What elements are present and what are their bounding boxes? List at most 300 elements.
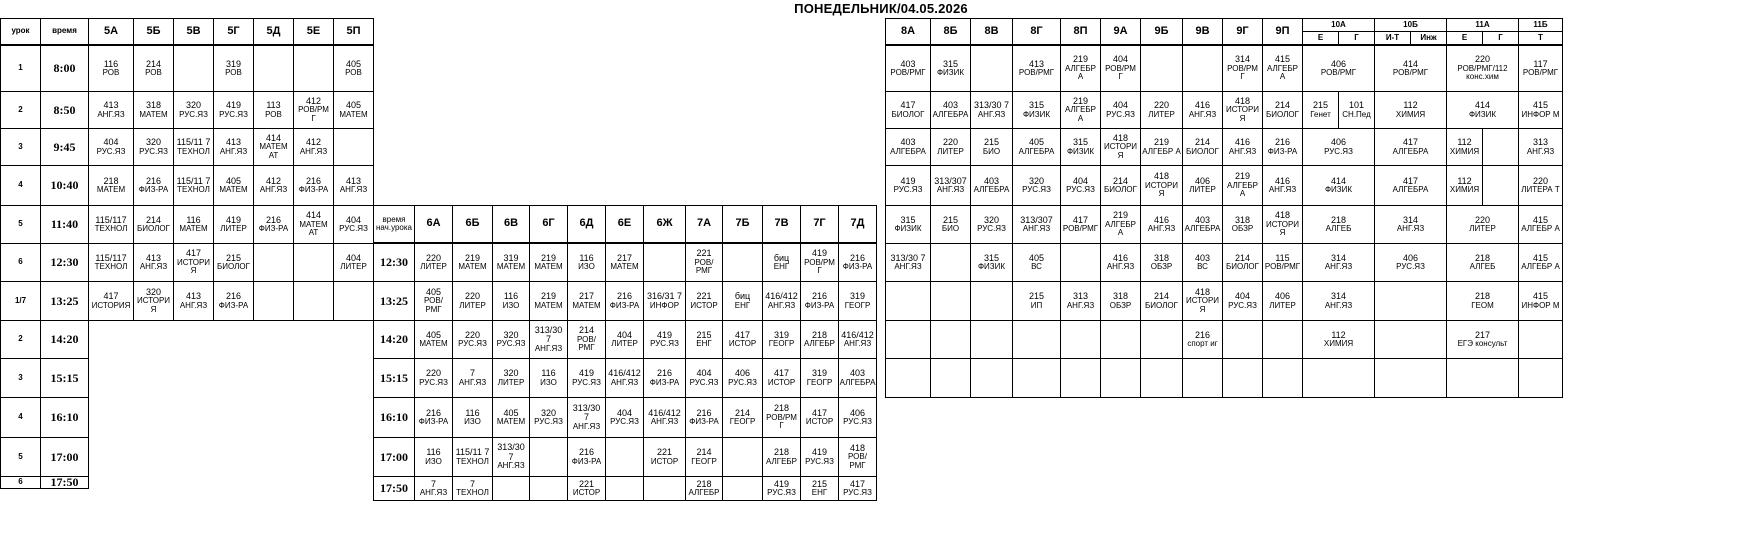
right-cell-4-7-text: АЛГЕБРА <box>1184 224 1221 234</box>
left-cell-5-3-text: 215 <box>225 252 242 263</box>
right-cell-3-4-text: РУС.ЯЗ <box>1066 185 1095 195</box>
mid-cell-1-5-text: 216 <box>616 291 633 302</box>
right-cell-6-8-text: РУС.ЯЗ <box>1228 300 1257 310</box>
right-10a-8 <box>1302 358 1375 398</box>
right-sub-header-6-text: Т <box>1538 32 1543 42</box>
left-cell-2-4-text: МАТЕМ АТ <box>259 142 288 160</box>
right-10b-1-text: ХИМИЯ <box>1395 109 1426 119</box>
left-header-0-text: урок <box>11 26 30 36</box>
right-header-6-text: 9Б <box>1154 24 1169 37</box>
mid-cell-0-4 <box>567 243 606 282</box>
right-11a-0-text: 220 <box>1474 54 1491 65</box>
left-cell-2-1 <box>133 128 174 166</box>
mid-header-9-text: 7В <box>774 217 789 230</box>
mid-cell-4-9 <box>762 397 801 438</box>
right-cell-0-6 <box>1140 45 1183 92</box>
left-cell-5-6-text: ЛИТЕР <box>340 262 367 272</box>
left-cell-0-3 <box>213 45 254 92</box>
mid-cell-6-1 <box>452 476 493 501</box>
right-10b-8 <box>1374 358 1447 398</box>
left-cell-3-6 <box>333 165 374 206</box>
right-cell-2-5-text: ИСТОРИ Я <box>1103 142 1138 160</box>
right-cell-6-3 <box>1012 281 1061 321</box>
mid-header-1 <box>452 205 493 243</box>
mid-cell-1-1 <box>452 281 493 321</box>
right-11a-5-text: АЛГЕБ <box>1469 262 1496 272</box>
right-10a-4-text: 218 <box>1330 214 1347 225</box>
mid-cell-5-8 <box>722 437 763 477</box>
right-cell-4-1-text: БИО <box>941 224 960 234</box>
right-10a-e-1 <box>1302 91 1339 129</box>
mid-cell-4-5-text: РУС.ЯЗ <box>610 417 639 427</box>
right-10a-5 <box>1302 243 1375 282</box>
mid-cell-4-9-text: РОВ/РМ Г <box>766 412 797 431</box>
right-10b-4-text: 314 <box>1402 214 1419 225</box>
right-sub-header-1 <box>1338 31 1375 45</box>
right-cell-4-0 <box>885 205 931 244</box>
left-cell-5-0-text: ТЕХНОЛ <box>94 262 128 272</box>
right-cell-5-3-text: 405 <box>1028 252 1045 263</box>
right-group-header-2-text: 11А <box>1475 19 1490 29</box>
mid-cell-1-8-text: ЕНГ <box>734 300 751 310</box>
right-header-9-text: 9П <box>1275 24 1290 37</box>
mid-header-10-text: 7Г <box>813 217 826 230</box>
mid-cell-6-6 <box>643 476 686 501</box>
left-time-3-text: 10:40 <box>50 178 79 193</box>
mid-cell-3-7-text: РУС.ЯЗ <box>689 377 719 387</box>
mid-cell-4-8-text: 214 <box>734 407 751 418</box>
right-cell-5-9-text: 115 <box>1275 252 1290 263</box>
left-cell-4-2-text: МАТЕМ <box>179 224 208 234</box>
mid-cell-5-9-text: АЛГЕБР <box>765 456 797 466</box>
mid-cell-2-1-text: РУС.ЯЗ <box>458 339 487 349</box>
left-cell-3-2-text: 115/11 7 <box>176 175 211 186</box>
mid-cell-5-11-text: РОВ/РМГ <box>848 452 867 470</box>
mid-cell-0-2-text: МАТЕМ <box>496 262 526 272</box>
left-cell-4-6-text: РУС.ЯЗ <box>339 224 368 234</box>
left-time-5-text: 12:30 <box>50 255 79 270</box>
right-cell-2-4-text: ФИЗИК <box>1066 146 1095 156</box>
right-cell-3-1-text: АНГ.ЯЗ <box>936 185 965 195</box>
left-cell-5-6 <box>333 243 374 282</box>
mid-cell-2-4-text: РОВ/РМГ <box>577 334 596 353</box>
right-sub-header-0-text: Е <box>1317 32 1324 42</box>
mid-cell-0-11-text: 216 <box>849 252 866 263</box>
right-cell-8-7 <box>1182 358 1223 398</box>
right-cell-2-5 <box>1100 128 1141 166</box>
mid-cell-2-11 <box>838 320 877 359</box>
right-10b-1 <box>1374 91 1447 129</box>
right-cell-6-4-text: АНГ.ЯЗ <box>1066 300 1095 310</box>
right-header-1-text: 8Б <box>943 24 958 37</box>
right-cell-3-5 <box>1100 165 1141 206</box>
left-cell-1-1 <box>133 91 174 129</box>
mid-header-8 <box>722 205 763 243</box>
left-cell-4-3-text: 419 <box>225 214 242 225</box>
right-cell-4-7 <box>1182 205 1223 244</box>
right-10b-0-text: РОВ/РМГ <box>1392 68 1429 78</box>
right-cell-0-4-text: АЛГЕБР А <box>1064 63 1096 82</box>
right-cell-4-6-text: АНГ.ЯЗ <box>1147 224 1176 234</box>
right-cell-7-7 <box>1182 320 1223 359</box>
right-cell-4-3 <box>1012 205 1061 244</box>
left-lesson-4-text: 5 <box>18 219 23 229</box>
left-time-7-text: 14:20 <box>50 332 79 347</box>
right-cell-3-0-text: 419 <box>900 175 916 186</box>
right-cell-2-8-text: 416 <box>1234 137 1251 148</box>
mid-cell-3-10 <box>800 358 839 398</box>
mid-cell-0-4-text: 116 <box>579 252 594 263</box>
left-cell-0-5 <box>293 45 334 92</box>
left-cell-3-0 <box>88 165 134 206</box>
left-cell-2-1-text: РУС.ЯЗ <box>139 146 168 156</box>
mid-cell-1-7-text: 221 <box>696 291 712 302</box>
right-cell-4-8 <box>1222 205 1263 244</box>
left-cell-6-0-text: ИСТОРИЯ <box>91 300 131 310</box>
right-cell-1-8-text: ИСТОРИ Я <box>1225 105 1260 123</box>
mid-cell-2-4 <box>567 320 606 359</box>
right-cell-3-9-text: 416 <box>1274 175 1291 186</box>
mid-cell-2-5-text: 404 <box>616 329 633 340</box>
mid-cell-5-10-text: РУС.ЯЗ <box>805 456 834 466</box>
left-cell-3-2 <box>173 165 214 206</box>
left-lesson-2 <box>0 128 41 166</box>
left-cell-4-4 <box>253 205 294 244</box>
right-cell-6-1 <box>930 281 971 321</box>
right-cell-5-7-text: 403 <box>1194 252 1211 263</box>
left-cell-2-3-text: 413 <box>225 137 242 148</box>
mid-cell-2-4-text: 214 <box>578 325 595 336</box>
mid-cell-5-9-text: 218 <box>773 447 790 458</box>
mid-cell-2-7 <box>685 320 723 359</box>
right-11b-4-text: 415 <box>1532 214 1549 225</box>
left-lesson-8-text: 3 <box>18 372 23 382</box>
mid-cell-6-0 <box>414 476 453 501</box>
right-11a-5-text: 218 <box>1474 252 1491 263</box>
left-header-7-text: 5Е <box>306 24 321 37</box>
right-sub-header-5 <box>1482 31 1519 45</box>
mid-cell-5-10-text: 419 <box>811 447 828 458</box>
left-lesson-9-text: 4 <box>18 412 23 422</box>
right-cell-5-0-text: 313/30 7 <box>890 252 926 263</box>
right-11b-0 <box>1518 45 1563 92</box>
mid-header-2 <box>492 205 530 243</box>
right-cell-3-6-text: ИСТОРИ Я <box>1144 180 1179 199</box>
left-cell-6-3-text: ФИЗ-РА <box>218 300 249 310</box>
right-10a-5-text: АНГ.ЯЗ <box>1324 262 1353 272</box>
mid-cell-4-2-text: МАТЕМ <box>496 417 526 427</box>
right-header-9 <box>1262 18 1303 45</box>
mid-cell-4-1 <box>452 397 493 438</box>
right-sub-header-1-text: Г <box>1354 32 1359 42</box>
mid-time-6 <box>373 476 415 501</box>
left-cell-4-1 <box>133 205 174 244</box>
left-lesson-8 <box>0 358 41 398</box>
mid-cell-2-3-text: АНГ.ЯЗ <box>534 343 563 353</box>
left-cell-2-5-text: АНГ.ЯЗ <box>299 146 328 156</box>
right-cell-5-5-text: 416 <box>1112 252 1129 263</box>
mid-cell-3-0-text: РУС.ЯЗ <box>419 377 448 387</box>
mid-time-4-text: 16:10 <box>380 410 408 425</box>
mid-cell-1-9-text: 416/412 <box>765 291 798 302</box>
right-cell-1-9-text: БИОЛОГ <box>1266 109 1299 119</box>
right-cell-2-8-text: АНГ.ЯЗ <box>1228 146 1257 156</box>
right-group-header-2 <box>1446 18 1519 32</box>
mid-cell-4-4-text: АНГ.ЯЗ <box>572 421 601 431</box>
left-header-1 <box>40 18 89 45</box>
left-cell-0-0-text: 116 <box>103 58 119 69</box>
mid-cell-3-1 <box>452 358 493 398</box>
left-cell-2-4 <box>253 128 294 166</box>
right-header-8-text: 9Г <box>1236 24 1249 37</box>
right-cell-3-8-text: 219 <box>1234 171 1251 182</box>
left-cell-4-5 <box>293 205 334 244</box>
right-sub-header-3 <box>1410 31 1447 45</box>
mid-cell-3-9-text: 417 <box>773 368 790 379</box>
right-cell-5-2-text: 315 <box>983 252 1000 263</box>
right-10b-5-text: РУС.ЯЗ <box>1396 262 1425 272</box>
left-lesson-4 <box>0 205 41 244</box>
mid-cell-6-2 <box>492 476 530 501</box>
mid-cell-5-4 <box>567 437 606 477</box>
left-cell-6-2-text: АНГ.ЯЗ <box>179 300 208 310</box>
left-cell-6-1-text: 320 <box>145 286 162 297</box>
right-cell-1-4-text: 219 <box>1072 95 1089 106</box>
right-cell-1-3-text: 315 <box>1028 100 1045 111</box>
mid-time-1-text: 13:25 <box>380 293 408 308</box>
right-cell-8-3 <box>1012 358 1061 398</box>
right-cell-7-7-text: спорт иг <box>1187 339 1218 349</box>
right-11a-4-text: 220 <box>1474 214 1491 225</box>
mid-cell-4-6 <box>643 397 686 438</box>
left-cell-1-1-text: 318 <box>145 100 162 111</box>
right-cell-3-8-text: АЛГЕБР А <box>1226 180 1258 199</box>
mid-cell-1-6-text: 316/31 7 <box>646 291 683 302</box>
mid-cell-6-11-text: РУС.ЯЗ <box>843 488 872 498</box>
right-header-2-text: 8В <box>984 24 999 37</box>
mid-cell-0-2 <box>492 243 530 282</box>
right-10b-6 <box>1374 281 1447 321</box>
left-cell-3-5 <box>293 165 334 206</box>
right-10a-3-text: ФИЗИК <box>1324 185 1353 195</box>
right-cell-4-6 <box>1140 205 1183 244</box>
right-cell-0-1-text: 315 <box>942 58 959 69</box>
right-cell-2-3-text: АЛГЕБРА <box>1018 146 1055 156</box>
right-cell-0-0 <box>885 45 931 92</box>
right-sub-header-4 <box>1446 31 1483 45</box>
left-cell-1-5-text: 412 <box>305 95 322 106</box>
right-sub-header-2 <box>1374 31 1411 45</box>
mid-cell-6-9-text: РУС.ЯЗ <box>767 488 796 498</box>
left-time-6-text: 13:25 <box>50 293 79 308</box>
right-cell-7-9 <box>1262 320 1303 359</box>
left-cell-5-3 <box>213 243 254 282</box>
mid-cell-0-7 <box>685 243 723 282</box>
right-cell-5-8 <box>1222 243 1263 282</box>
mid-cell-0-0-text: 220 <box>425 252 442 263</box>
mid-header-6 <box>643 205 686 243</box>
right-cell-1-0 <box>885 91 931 129</box>
right-cell-3-6-text: 418 <box>1153 171 1170 182</box>
mid-cell-4-0-text: ФИЗ-РА <box>418 417 449 427</box>
mid-cell-3-7-text: 404 <box>696 368 712 379</box>
right-cell-8-0 <box>885 358 931 398</box>
left-cell-4-3-text: ЛИТЕР <box>220 224 247 234</box>
right-10b-0 <box>1374 45 1447 92</box>
right-cell-6-6-text: 214 <box>1153 291 1170 302</box>
right-cell-0-9 <box>1262 45 1303 92</box>
right-cell-5-0 <box>885 243 931 282</box>
left-lesson-7 <box>0 320 41 359</box>
mid-cell-1-2 <box>492 281 530 321</box>
left-time-3 <box>40 165 89 206</box>
right-11b-2-text: АНГ.ЯЗ <box>1526 146 1555 156</box>
right-cell-6-7 <box>1182 281 1223 321</box>
left-time-7 <box>40 320 89 359</box>
mid-cell-2-6 <box>643 320 686 359</box>
right-cell-2-4-text: 315 <box>1072 137 1089 148</box>
mid-cell-2-6-text: 419 <box>656 329 673 340</box>
left-header-8 <box>333 18 374 45</box>
right-cell-2-2-text: БИО <box>982 146 1001 156</box>
mid-cell-2-3 <box>529 320 568 359</box>
left-time-11-text: 17:50 <box>50 476 79 489</box>
mid-cell-0-10 <box>800 243 839 282</box>
right-cell-3-2-text: АЛГЕБРА <box>973 185 1010 195</box>
right-cell-5-6-text: 318 <box>1153 252 1170 263</box>
right-cell-4-1 <box>930 205 971 244</box>
right-11b-3 <box>1518 165 1563 206</box>
left-cell-2-2 <box>173 128 214 166</box>
right-10b-2-text: АЛГЕБРА <box>1392 146 1429 156</box>
mid-cell-2-11-text: АНГ.ЯЗ <box>843 339 872 349</box>
mid-cell-1-7 <box>685 281 723 321</box>
mid-cell-6-4 <box>567 476 606 501</box>
mid-cell-6-7-text: АЛГЕБР <box>688 488 720 498</box>
mid-cell-1-1-text: 220 <box>464 291 481 302</box>
right-cell-4-5-text: 219 <box>1112 210 1129 221</box>
mid-cell-2-9 <box>762 320 801 359</box>
mid-cell-4-4 <box>567 397 606 438</box>
left-cell-6-2-text: 413 <box>185 291 202 302</box>
mid-cell-1-3-text: МАТЕМ <box>534 300 563 310</box>
right-header-4-text: 8П <box>1073 24 1088 37</box>
left-cell-4-2-text: 116 <box>186 214 201 225</box>
right-cell-7-6 <box>1140 320 1183 359</box>
left-cell-3-4-text: АНГ.ЯЗ <box>259 185 288 195</box>
right-10a-g-1-text: 101 <box>1348 100 1365 111</box>
mid-cell-4-0 <box>414 397 453 438</box>
right-11a-g-2 <box>1482 128 1519 166</box>
left-cell-4-1-text: БИОЛОГ <box>137 224 170 234</box>
mid-cell-5-3 <box>529 437 568 477</box>
right-cell-6-4 <box>1060 281 1101 321</box>
right-cell-2-2 <box>970 128 1013 166</box>
mid-cell-1-6 <box>643 281 686 321</box>
right-sub-header-5-text: Г <box>1498 32 1503 42</box>
mid-cell-0-6 <box>643 243 686 282</box>
left-cell-3-1 <box>133 165 174 206</box>
mid-time-4 <box>373 397 415 438</box>
right-11a-4-text: ЛИТЕР <box>1469 224 1496 234</box>
left-time-8-text: 15:15 <box>50 370 79 385</box>
right-cell-2-3 <box>1012 128 1061 166</box>
right-cell-0-4-text: 219 <box>1072 54 1089 65</box>
right-10b-5 <box>1374 243 1447 282</box>
left-cell-2-0-text: РУС.ЯЗ <box>96 146 126 156</box>
right-11b-6 <box>1518 281 1563 321</box>
left-time-8 <box>40 358 89 398</box>
left-header-3 <box>133 18 174 45</box>
mid-cell-1-3 <box>529 281 568 321</box>
right-11b-4 <box>1518 205 1563 244</box>
right-10a-g-1-text: СН.Пед <box>1342 109 1371 119</box>
mid-cell-6-10-text: 215 <box>811 478 828 489</box>
left-cell-3-3-text: МАТЕМ <box>219 185 248 195</box>
mid-time-1 <box>373 281 415 321</box>
right-cell-5-1 <box>930 243 971 282</box>
left-cell-0-1-text: 214 <box>145 58 162 69</box>
mid-cell-2-2 <box>492 320 530 359</box>
left-cell-2-0-text: 404 <box>103 137 119 148</box>
left-lesson-10 <box>0 437 41 477</box>
right-cell-6-3-text: ИП <box>1030 300 1043 310</box>
mid-cell-2-5-text: ЛИТЕР <box>611 339 638 349</box>
right-sub-header-3-text: Инж <box>1420 32 1437 42</box>
right-cell-5-4 <box>1060 243 1101 282</box>
right-10a-2-text: 406 <box>1330 137 1347 148</box>
mid-cell-2-8 <box>722 320 763 359</box>
right-cell-3-3 <box>1012 165 1061 206</box>
mid-cell-3-9 <box>762 358 801 398</box>
right-10a-3-text: 414 <box>1330 175 1347 186</box>
left-cell-4-5-text: МАТЕМ АТ <box>299 219 328 238</box>
right-cell-6-5 <box>1100 281 1141 321</box>
right-cell-3-9-text: АНГ.ЯЗ <box>1268 185 1297 195</box>
left-cell-3-0-text: 218 <box>103 175 119 186</box>
right-11a-e-3-text: 112 <box>1457 175 1472 186</box>
right-cell-5-0-text: АНГ.ЯЗ <box>894 262 922 272</box>
left-cell-5-0 <box>88 243 134 282</box>
right-11b-3-text: ЛИТЕРА Т <box>1521 185 1560 195</box>
right-cell-1-5-text: 404 <box>1112 100 1129 111</box>
mid-cell-0-5 <box>605 243 644 282</box>
right-cell-2-3-text: 405 <box>1028 137 1045 148</box>
right-cell-0-4 <box>1060 45 1101 92</box>
mid-cell-0-3-text: 219 <box>540 252 557 263</box>
right-group-header-3 <box>1518 18 1563 32</box>
mid-cell-4-1-text: 116 <box>465 407 480 418</box>
mid-time-3-text: 15:15 <box>380 370 408 385</box>
right-cell-2-0 <box>885 128 931 166</box>
right-group-header-0-text: 10А <box>1331 19 1346 29</box>
right-cell-0-8 <box>1222 45 1263 92</box>
right-cell-7-4 <box>1060 320 1101 359</box>
left-cell-2-5-text: 412 <box>305 137 322 148</box>
mid-cell-0-8 <box>722 243 763 282</box>
left-time-0 <box>40 45 89 92</box>
right-11a-5 <box>1446 243 1519 282</box>
left-header-1-text: время <box>52 26 77 36</box>
left-cell-0-6-text: 405 <box>345 58 362 69</box>
right-cell-0-8-text: РОВ/РМ Г <box>1227 63 1258 82</box>
mid-cell-3-1-text: АНГ.ЯЗ <box>458 377 487 387</box>
right-11b-7 <box>1518 320 1563 359</box>
right-cell-1-2-text: АНГ.ЯЗ <box>977 109 1006 119</box>
mid-cell-6-1-text: 7 <box>469 478 475 489</box>
mid-cell-1-10 <box>800 281 839 321</box>
right-cell-4-5 <box>1100 205 1141 244</box>
